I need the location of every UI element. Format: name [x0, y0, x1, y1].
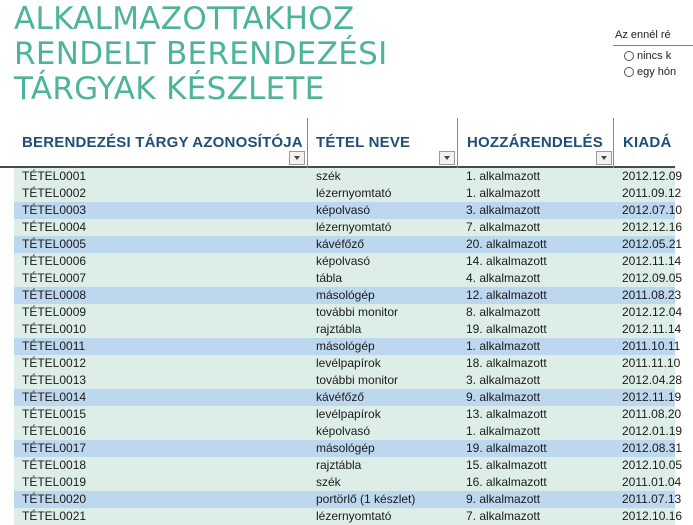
- filter-dropdown-icon[interactable]: [289, 151, 305, 165]
- cell-issue-date[interactable]: 2012.12.16: [622, 220, 683, 234]
- cell-issue-date[interactable]: 2011.08.23: [622, 288, 682, 302]
- cell-item-name[interactable]: tábla: [316, 271, 343, 285]
- cell-assignment[interactable]: 4. alkalmazott: [466, 271, 541, 285]
- cell-assignment[interactable]: 9. alkalmazott: [466, 390, 541, 404]
- table-header: [0, 118, 675, 168]
- header-assignment: HOZZÁRENDELÉS: [467, 134, 603, 151]
- filter-dropdown-icon[interactable]: [596, 151, 612, 165]
- cell-item-name[interactable]: képolvasó: [316, 203, 371, 217]
- cell-assignment[interactable]: 7. alkalmazott: [466, 509, 541, 523]
- table-row[interactable]: [14, 219, 683, 236]
- cell-issue-date[interactable]: 2012.11.14: [622, 322, 682, 336]
- cell-issue-date[interactable]: 2012.12.09: [622, 169, 683, 183]
- cell-issue-date[interactable]: 2011.08.20: [622, 407, 682, 421]
- cell-item-id[interactable]: TÉTEL0021: [22, 509, 87, 523]
- cell-assignment[interactable]: 14. alkalmazott: [466, 254, 547, 268]
- cell-item-name[interactable]: rajztábla: [316, 458, 362, 472]
- cell-item-name[interactable]: képolvasó: [316, 424, 371, 438]
- table-row[interactable]: [14, 168, 683, 185]
- cell-assignment[interactable]: 3. alkalmazott: [466, 203, 541, 217]
- cell-issue-date[interactable]: 2012.12.04: [622, 305, 683, 319]
- cell-item-name[interactable]: rajztábla: [316, 322, 362, 336]
- cell-assignment[interactable]: 7. alkalmazott: [466, 220, 541, 234]
- table-row[interactable]: [14, 270, 683, 287]
- cell-assignment[interactable]: 8. alkalmazott: [466, 305, 541, 319]
- cell-assignment[interactable]: 3. alkalmazott: [466, 373, 541, 387]
- cell-assignment[interactable]: 1. alkalmazott: [466, 169, 541, 183]
- cell-item-name[interactable]: levélpapírok: [316, 407, 381, 421]
- cell-assignment[interactable]: 18. alkalmazott: [466, 356, 547, 370]
- cell-assignment[interactable]: 9. alkalmazott: [466, 492, 541, 506]
- cell-assignment[interactable]: 19. alkalmazott: [466, 441, 547, 455]
- table-row[interactable]: [14, 236, 683, 253]
- cell-item-id[interactable]: TÉTEL0001: [22, 169, 87, 183]
- cell-item-id[interactable]: TÉTEL0007: [22, 271, 87, 285]
- table-row[interactable]: [14, 202, 683, 219]
- cell-item-id[interactable]: TÉTEL0020: [22, 492, 87, 506]
- cell-item-name[interactable]: portörlő (1 készlet): [316, 492, 416, 506]
- cell-item-id[interactable]: TÉTEL0012: [22, 356, 87, 370]
- title-line-2: RENDELT BERENDEZÉSI: [14, 36, 388, 72]
- table-row[interactable]: [14, 423, 683, 440]
- table-row[interactable]: [14, 457, 683, 474]
- cell-issue-date[interactable]: 2012.07.10: [622, 203, 683, 217]
- header-issue-date: KIADÁ: [623, 134, 672, 151]
- cell-item-name[interactable]: további monitor: [316, 373, 399, 387]
- cell-item-id[interactable]: TÉTEL0015: [22, 407, 87, 421]
- cell-issue-date[interactable]: 2012.10.05: [622, 458, 683, 472]
- cell-assignment[interactable]: 1. alkalmazott: [466, 186, 541, 200]
- filter-dropdown-icon[interactable]: [439, 151, 455, 165]
- cell-item-id[interactable]: TÉTEL0018: [22, 458, 87, 472]
- cell-assignment[interactable]: 13. alkalmazott: [466, 407, 547, 421]
- table-row[interactable]: [14, 253, 682, 270]
- legend-title: Az ennél ré: [613, 28, 693, 46]
- cell-item-name[interactable]: szék: [316, 475, 341, 489]
- cell-item-id[interactable]: TÉTEL0002: [22, 186, 87, 200]
- cell-item-name[interactable]: lézernyomtató: [316, 509, 392, 523]
- cell-assignment[interactable]: 12. alkalmazott: [466, 288, 547, 302]
- legend-option-2[interactable]: [613, 66, 693, 78]
- cell-assignment[interactable]: 19. alkalmazott: [466, 322, 547, 336]
- cell-item-name[interactable]: másológép: [316, 339, 375, 353]
- cell-issue-date[interactable]: 2012.11.19: [622, 390, 682, 404]
- legend-option-1[interactable]: [613, 50, 693, 62]
- table-row[interactable]: [14, 321, 682, 338]
- table-row[interactable]: [14, 406, 682, 423]
- cell-item-id[interactable]: TÉTEL0008: [22, 288, 87, 302]
- table-row[interactable]: [14, 440, 683, 457]
- cell-issue-date[interactable]: 2011.09.12: [622, 186, 682, 200]
- cell-item-name[interactable]: kávéfőző: [316, 390, 365, 404]
- cell-item-name[interactable]: lézernyomtató: [316, 220, 392, 234]
- cell-item-id[interactable]: TÉTEL0014: [22, 390, 87, 404]
- cell-item-id[interactable]: TÉTEL0009: [22, 305, 87, 319]
- cell-item-name[interactable]: másológép: [316, 288, 375, 302]
- table-row[interactable]: [14, 304, 683, 321]
- header-item-id: BERENDEZÉSI TÁRGY AZONOSÍTÓJA: [22, 134, 303, 151]
- page-title: [14, 2, 388, 107]
- cell-item-id[interactable]: TÉTEL0010: [22, 322, 87, 336]
- cell-item-name[interactable]: lézernyomtató: [316, 186, 392, 200]
- cell-item-name[interactable]: kávéfőző: [316, 237, 365, 251]
- cell-assignment[interactable]: 15. alkalmazott: [466, 458, 547, 472]
- cell-issue-date[interactable]: 2011.01.04: [622, 475, 682, 489]
- radio-icon[interactable]: [624, 67, 634, 77]
- cell-item-name[interactable]: további monitor: [316, 305, 399, 319]
- cell-item-id[interactable]: TÉTEL0003: [22, 203, 87, 217]
- cell-item-id[interactable]: TÉTEL0005: [22, 237, 87, 251]
- cell-item-id[interactable]: TÉTEL0019: [22, 475, 87, 489]
- table-body: [0, 168, 683, 525]
- radio-icon[interactable]: [624, 51, 634, 61]
- table-row[interactable]: [14, 287, 682, 304]
- cell-issue-date[interactable]: 2011.07.13: [622, 492, 682, 506]
- cell-issue-date[interactable]: 2012.11.14: [622, 254, 682, 268]
- cell-issue-date[interactable]: 2011.11.10: [622, 356, 681, 370]
- cell-item-id[interactable]: TÉTEL0013: [22, 373, 87, 387]
- title-line-1: ALKALMAZOTTAKHOZ: [14, 1, 355, 37]
- header-item-name: TÉTEL NEVE: [316, 134, 411, 151]
- cell-item-name[interactable]: levélpapírok: [316, 356, 381, 370]
- table-row[interactable]: [14, 355, 681, 372]
- cell-issue-date[interactable]: 2012.04.28: [622, 373, 683, 387]
- cell-issue-date[interactable]: 2012.09.05: [622, 271, 683, 285]
- cell-assignment[interactable]: 1. alkalmazott: [466, 339, 541, 353]
- legend-option-label: nincs k: [637, 50, 672, 62]
- table-row[interactable]: [14, 491, 682, 508]
- table-row[interactable]: [14, 185, 682, 202]
- cell-item-id[interactable]: TÉTEL0017: [22, 441, 87, 455]
- cell-assignment[interactable]: 16. alkalmazott: [466, 475, 547, 489]
- cell-item-name[interactable]: képolvasó: [316, 254, 371, 268]
- cell-item-name[interactable]: másológép: [316, 441, 375, 455]
- title-line-3: TÁRGYAK KÉSZLETE: [14, 71, 325, 107]
- cell-assignment[interactable]: 1. alkalmazott: [466, 424, 541, 438]
- cell-issue-date[interactable]: 2012.08.31: [622, 441, 683, 455]
- cell-issue-date[interactable]: 2011.10.11: [622, 339, 681, 353]
- cell-assignment[interactable]: 20. alkalmazott: [466, 237, 547, 251]
- table-row[interactable]: [14, 508, 683, 525]
- cell-issue-date[interactable]: 2012.01.19: [622, 424, 683, 438]
- cell-item-name[interactable]: szék: [316, 169, 341, 183]
- cell-item-id[interactable]: TÉTEL0016: [22, 424, 87, 438]
- table-row[interactable]: [14, 338, 681, 355]
- table-row[interactable]: [14, 372, 683, 389]
- highlight-legend: [613, 28, 693, 78]
- table-row[interactable]: [14, 389, 682, 406]
- cell-item-id[interactable]: TÉTEL0004: [22, 220, 87, 234]
- cell-issue-date[interactable]: 2012.10.16: [622, 509, 683, 523]
- equipment-table: [0, 118, 683, 525]
- legend-option-label: egy hón: [637, 66, 677, 78]
- cell-item-id[interactable]: TÉTEL0011: [22, 339, 86, 353]
- cell-item-id[interactable]: TÉTEL0006: [22, 254, 87, 268]
- cell-issue-date[interactable]: 2012.05.21: [622, 237, 683, 251]
- table-row[interactable]: [14, 474, 682, 491]
